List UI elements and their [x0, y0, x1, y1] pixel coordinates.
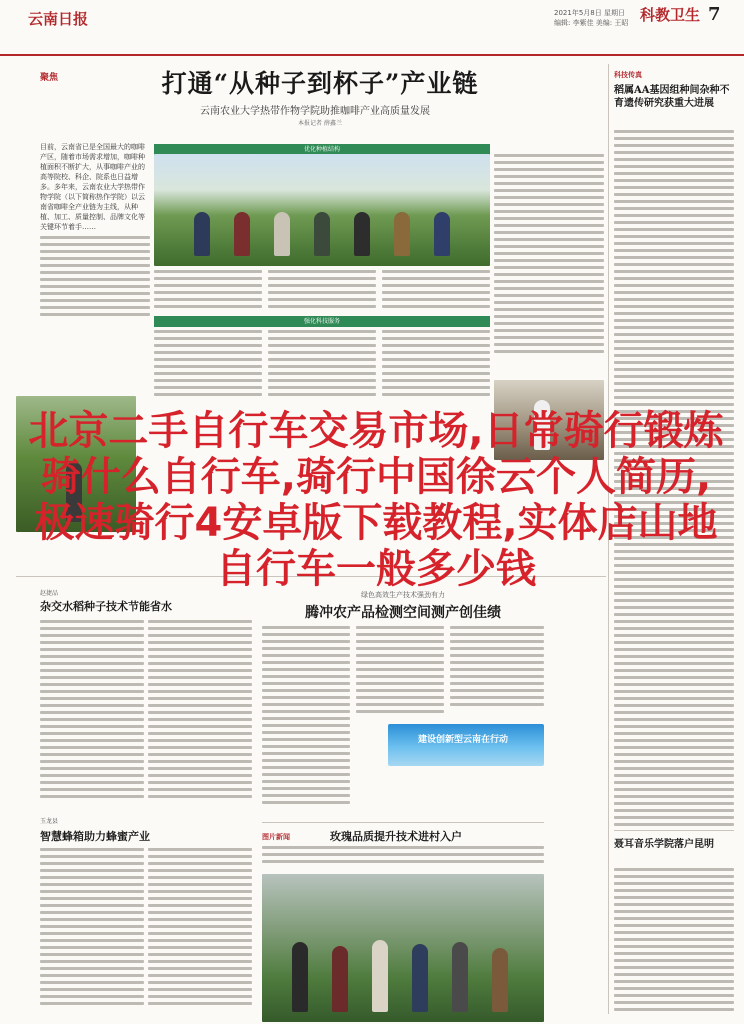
- section-name: 科教卫生: [640, 6, 701, 24]
- lead-column-7: [268, 330, 376, 400]
- left-story-2-col-b: [148, 848, 252, 1009]
- divider-photo-news: [262, 822, 544, 823]
- photo-news-title: 玫瑰品质提升技术进村入户: [330, 830, 462, 843]
- innovation-ad-banner[interactable]: [388, 724, 544, 766]
- issue-info: [554, 8, 634, 28]
- lead-headline: 打通“从种子到杯子”产业链: [161, 69, 479, 98]
- newspaper-brand: 云南日报: [28, 10, 89, 28]
- lead-column-3: [268, 270, 376, 312]
- left-story-1-col-a: [40, 620, 144, 802]
- secondary-title: 腾冲农产品检测空间测产创佳绩: [305, 605, 501, 621]
- rail-title-2: 聂耳音乐学院落户昆明: [614, 839, 714, 850]
- page-number: 7: [708, 4, 721, 25]
- lead-column-2: [154, 270, 262, 312]
- photo-news-tag: 图片新闻: [262, 833, 290, 841]
- secondary-kicker: 绿色高效生产技术强劲有力: [361, 591, 445, 599]
- lead-column-6: [154, 330, 262, 400]
- lead-column-4: [382, 270, 490, 312]
- lead-column-1: [40, 236, 150, 320]
- left-story-2-col-a: [40, 848, 144, 1009]
- band-teach: 强化科技服务: [154, 316, 490, 327]
- lead-subheadline: 云南农业大学热带作物学院助推咖啡产业高质量发展: [200, 106, 430, 117]
- rail-divider-2: [614, 830, 734, 831]
- secondary-col-b: [356, 626, 444, 717]
- focus-tag: 聚焦: [40, 73, 59, 83]
- left-story-2-kicker: 玉龙县: [40, 818, 59, 825]
- overlay-watermark-text: 北京二手自行车交易市场,日常骑行锻炼骑什么自行车,骑行中国徐云个人简历,极速骑行4安卓版下载教程,实体店山地自行车一般多少钱: [28, 408, 724, 592]
- rose-greenhouse-photo: [262, 874, 544, 1022]
- left-story-1-col-b: [148, 620, 252, 802]
- issue-date: 2021年5月8日 星期日: [554, 9, 625, 17]
- lead-column-5: [494, 154, 604, 357]
- secondary-col-c: [450, 626, 544, 710]
- coffee-field-photo: [154, 154, 490, 266]
- left-story-1-kicker: 赵捷品: [40, 590, 59, 597]
- lead-byline: 本报记者 薛鑫兰: [298, 120, 342, 127]
- photo-news-text: [262, 846, 544, 867]
- issue-editor: 编辑: 李紫佳 美编: 王昭: [554, 19, 629, 27]
- lead-column-8: [382, 330, 490, 400]
- rail-tag: 科技传真: [614, 71, 642, 79]
- secondary-col-a: [262, 626, 350, 808]
- left-story-1-title: 杂交水稻种子技术节能省水: [40, 600, 172, 613]
- left-story-2-title: 智慧蜂箱助力蜂蜜产业: [40, 830, 150, 843]
- band-optimize: 优化种植结构: [154, 144, 490, 155]
- rail-title: 稻属AA基因组种间杂种不育遗传研究获重大进展: [614, 85, 730, 109]
- lead-intro-text: 目前，云南省已是全国最大的咖啡产区，随着市场需求增加，咖啡种植面积不断扩大，从事咖啡产业的高等院校、科企、院系也日益增多。多年来，云南农业大学热带作物学院（以下简称热作学院）以云南省咖啡全产业链为主线，从种植、加工、质量控制、品牌文化等关键环节着手……: [40, 143, 145, 231]
- ad-text: 建设创新型云南在行动: [418, 735, 509, 745]
- masthead: [0, 0, 744, 56]
- rail-text-2: [614, 868, 734, 1015]
